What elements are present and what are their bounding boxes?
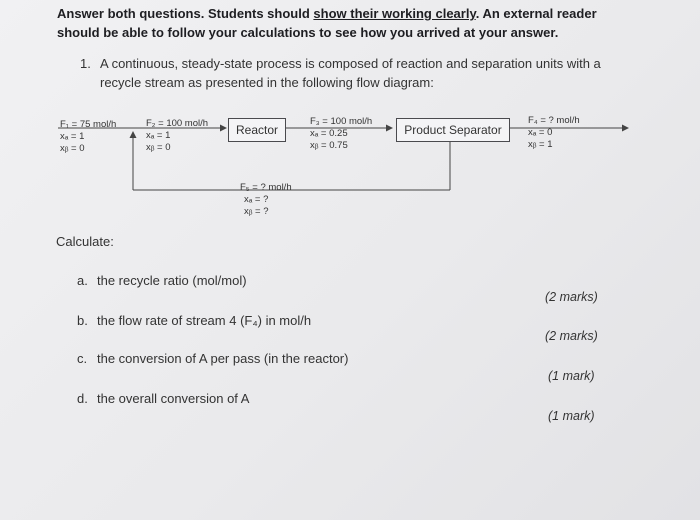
stream-4-label <box>528 115 580 151</box>
stream-2-flow: F₂ = 100 mol/h <box>146 118 209 129</box>
stream-3-label <box>310 116 372 152</box>
part-a-letter: a. <box>77 273 88 288</box>
part-c-text: the conversion of A per pass (in the reactor) <box>97 351 349 366</box>
calculate-label: Calculate: <box>56 234 114 249</box>
reactor-unit: Reactor <box>228 118 286 142</box>
stream-3-xb: xᵦ = 0.75 <box>310 140 348 151</box>
product-separator-unit: Product Separator <box>396 118 510 142</box>
stream-2-label <box>146 118 208 154</box>
stream-1-flow: F₁ = 75 mol/h <box>60 119 117 130</box>
stream-5-xb: xᵦ = ? <box>244 206 269 217</box>
instructions-emphasis: show their working clearly <box>313 6 476 21</box>
part-d-marks: (1 mark) <box>548 409 595 423</box>
stream-2-xb: xᵦ = 0 <box>146 142 171 153</box>
stream-2-xa: xₐ = 1 <box>146 130 171 141</box>
part-c-marks: (1 mark) <box>548 369 595 383</box>
stream-3-xa: xₐ = 0.25 <box>310 128 348 139</box>
stream-5-flow: F₅ = ? mol/h <box>240 182 292 193</box>
part-b-marks: (2 marks) <box>545 329 598 343</box>
part-b-letter: b. <box>77 313 88 328</box>
part-d-text: the overall conversion of A <box>97 391 250 406</box>
question-number: 1. <box>80 56 91 71</box>
part-c-letter: c. <box>77 351 88 366</box>
stream-4-xa: xₐ = 0 <box>528 127 553 138</box>
instructions-text-b: . An external reader <box>475 6 597 21</box>
stream-5-label <box>240 182 292 218</box>
part-d-letter: d. <box>77 391 88 406</box>
question-text-line-1: A continuous, steady-state process is composed of reaction and separation units with a <box>100 56 601 71</box>
stream-1-xb: xᵦ = 0 <box>60 143 85 154</box>
part-a-marks: (2 marks) <box>545 290 598 304</box>
question-text-line-2: recycle stream as presented in the following flow diagram: <box>100 75 434 90</box>
stream-5-xa: xₐ = ? <box>244 194 269 205</box>
stream-4-xb: xᵦ = 1 <box>528 139 553 150</box>
instructions-line-2: should be able to follow your calculations to see how you arrived at your answer. <box>57 25 559 40</box>
stream-1-xa: xₐ = 1 <box>60 131 85 142</box>
stream-4-flow: F₄ = ? mol/h <box>528 115 580 126</box>
stream-3-flow: F₃ = 100 mol/h <box>310 116 373 127</box>
stream-1-label <box>60 119 116 155</box>
part-b-text: the flow rate of stream 4 (F₄) in mol/h <box>97 313 312 328</box>
part-a-text: the recycle ratio (mol/mol) <box>97 273 247 288</box>
instructions-text-a: Answer both questions. Students should <box>57 6 314 21</box>
